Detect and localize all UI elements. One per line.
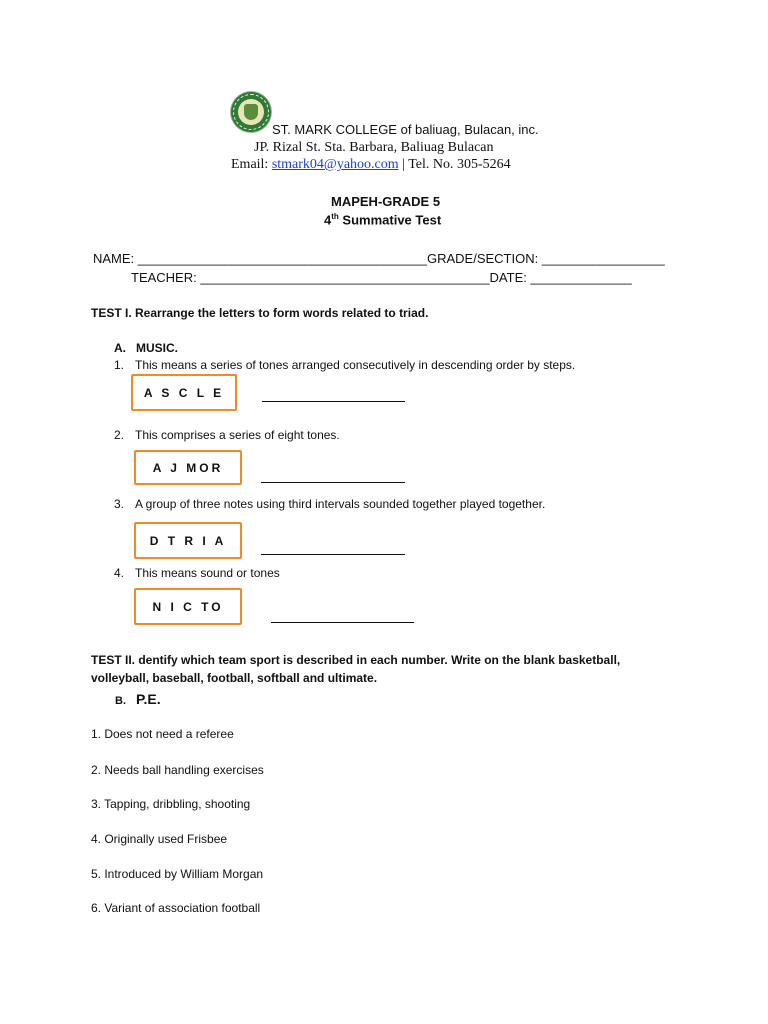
- test-title-rest: Summative Test: [342, 212, 442, 228]
- name-field[interactable]: NAME: ________________________________________GRADE/SECTION: _________________: [93, 251, 665, 266]
- pe-item: 6. Variant of association football: [91, 901, 261, 915]
- scrambled-letters-box: A J MOR: [134, 450, 242, 485]
- section-a-label: MUSIC.: [136, 341, 178, 355]
- telephone: | Tel. No. 305-5264: [402, 157, 511, 172]
- answer-blank[interactable]: [261, 554, 405, 555]
- item-question: This means a series of tones arranged consecutively in descending order by steps.: [135, 358, 576, 372]
- answer-blank[interactable]: [262, 401, 405, 402]
- pe-item: 3. Tapping, dribbling, shooting: [91, 797, 251, 811]
- scrambled-letters-box: A S C L E: [131, 374, 237, 411]
- section-b-label: P.E.: [136, 691, 161, 707]
- pe-item: 1. Does not need a referee: [91, 727, 234, 741]
- contact-line: [231, 157, 511, 173]
- item-number: 2.: [114, 428, 125, 442]
- item-question: This means sound or tones: [135, 566, 280, 580]
- test2-heading-line2: volleyball, baseball, football, softball and ultimate.: [91, 671, 378, 685]
- item-number: 4.: [114, 566, 125, 580]
- item-number: 3.: [114, 497, 125, 511]
- answer-blank[interactable]: [261, 482, 405, 483]
- test1-heading: TEST I. Rearrange the letters to form words related to triad.: [91, 306, 429, 320]
- scrambled-letters-box: D T R I A: [134, 522, 242, 559]
- email-label: Email:: [231, 157, 269, 172]
- section-b-letter: B.: [115, 695, 126, 707]
- school-address: JP. Rizal St. Sta. Barbara, Baliuag Bulacan: [254, 140, 494, 155]
- item-question: This comprises a series of eight tones.: [135, 428, 340, 442]
- email-link[interactable]: stmark04@yahoo.com: [271, 157, 399, 172]
- item-question: A group of three notes using third intervals sounded together played together.: [135, 497, 546, 511]
- subject-title: MAPEH-GRADE 5: [331, 194, 441, 209]
- school-seal-icon: [231, 92, 271, 132]
- section-a-letter: A.: [114, 341, 126, 355]
- pe-item: 2. Needs ball handling exercises: [91, 763, 264, 777]
- school-name: ST. MARK COLLEGE of baliuag, Bulacan, inc.: [272, 122, 539, 137]
- teacher-field[interactable]: TEACHER: ________________________________________DATE: ______________: [131, 270, 632, 285]
- scrambled-letters-box: N I C TO: [134, 588, 242, 625]
- test-number: 4: [324, 212, 332, 228]
- test-number-suffix: th: [331, 212, 339, 221]
- pe-item: 5. Introduced by William Morgan: [91, 867, 264, 881]
- answer-blank[interactable]: [271, 622, 414, 623]
- test-title: [324, 212, 441, 227]
- pe-item: 4. Originally used Frisbee: [91, 832, 228, 846]
- test2-heading-line1: TEST II. dentify which team sport is described in each number. Write on the blank basketball,: [91, 653, 621, 667]
- item-number: 1.: [114, 358, 125, 372]
